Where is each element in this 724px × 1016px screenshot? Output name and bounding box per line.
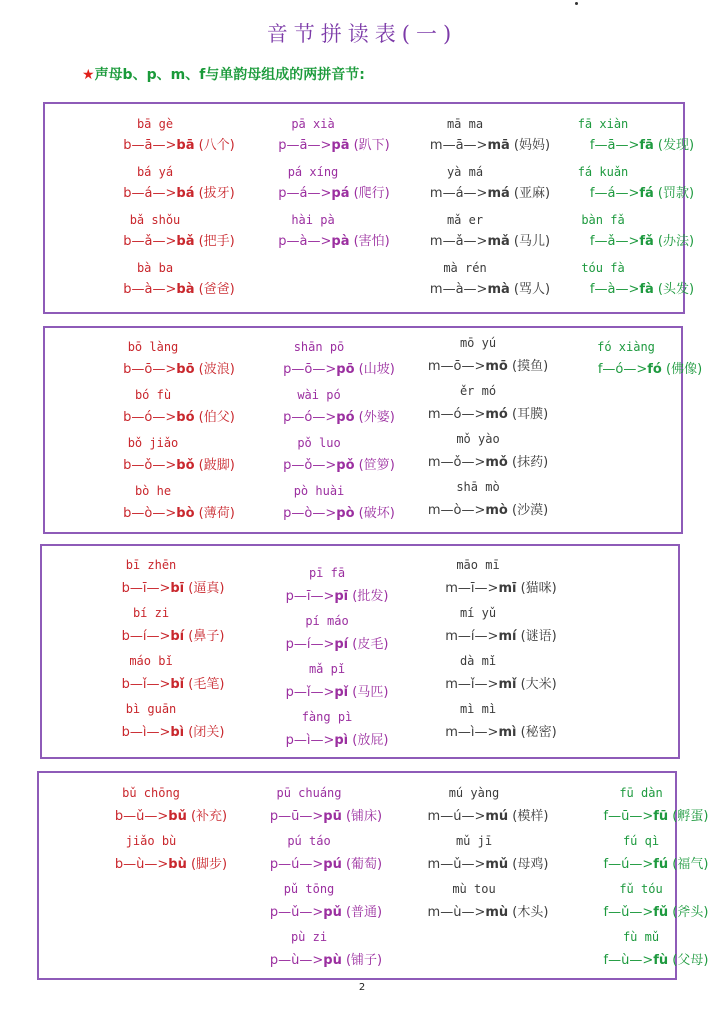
spelling-sequence: p—à—> bbox=[278, 234, 332, 249]
syllable: bá bbox=[176, 186, 195, 201]
spelling-line bbox=[283, 362, 395, 378]
table-box-4 bbox=[37, 771, 677, 980]
example-word: (谜语) bbox=[516, 629, 557, 644]
spelling-line bbox=[270, 857, 382, 873]
pinyin-label: pá xíng bbox=[287, 165, 339, 179]
example-word: (猫咪) bbox=[516, 581, 557, 596]
example-word: (害怕) bbox=[349, 234, 390, 249]
spelling-sequence: m—à—> bbox=[429, 282, 488, 297]
example-word: (山坡) bbox=[354, 362, 395, 377]
syllable: mì bbox=[498, 725, 517, 740]
spelling-line bbox=[270, 905, 382, 921]
spelling-line bbox=[428, 407, 548, 423]
syllable: pǒ bbox=[336, 458, 355, 473]
pinyin-label: tóu fà bbox=[581, 261, 625, 275]
spelling-sequence: p—í—> bbox=[285, 637, 335, 652]
syllable: fú bbox=[653, 857, 669, 872]
pinyin-label: fù mǔ bbox=[622, 930, 660, 944]
spelling-line bbox=[123, 186, 234, 202]
example-word: (骂人) bbox=[509, 282, 551, 297]
syllable: bī bbox=[170, 581, 185, 596]
spelling-sequence: p—ò—> bbox=[283, 506, 337, 521]
example-word: (铺子) bbox=[341, 953, 383, 968]
syllable: bǐ bbox=[170, 677, 185, 692]
spelling-sequence: m—ò—> bbox=[427, 503, 486, 518]
spelling-line bbox=[123, 506, 235, 522]
pinyin-label: yà má bbox=[446, 165, 484, 179]
example-word: (外婆) bbox=[354, 410, 395, 425]
spelling-line bbox=[123, 458, 235, 474]
spelling-sequence: b—ò—> bbox=[123, 506, 177, 521]
corner-mark bbox=[575, 2, 578, 5]
spelling-line bbox=[604, 857, 709, 873]
pinyin-label: bǔ chōng bbox=[122, 786, 180, 800]
spelling-sequence: b—ā—> bbox=[123, 138, 177, 153]
pinyin-label: pū chuáng bbox=[276, 786, 342, 800]
spelling-sequence: b—á—> bbox=[123, 186, 177, 201]
spelling-sequence: m—ō—> bbox=[427, 359, 486, 374]
spelling-line bbox=[286, 589, 389, 605]
syllable: pì bbox=[334, 733, 349, 748]
spelling-line bbox=[123, 362, 235, 378]
spelling-sequence: b—ì—> bbox=[121, 725, 171, 740]
spelling-line bbox=[430, 282, 550, 298]
example-word: (鼻子) bbox=[184, 629, 225, 644]
spelling-sequence: b—ǒ—> bbox=[123, 458, 177, 473]
spelling-sequence: m—ó—> bbox=[427, 407, 486, 422]
spelling-line bbox=[445, 677, 556, 693]
pinyin-label: bō làng bbox=[127, 340, 179, 354]
syllable: bí bbox=[170, 629, 185, 644]
spelling-line bbox=[598, 362, 702, 378]
example-word: (亚麻) bbox=[509, 186, 551, 201]
pinyin-label: fū dàn bbox=[619, 786, 663, 800]
pinyin-label: dà mǐ bbox=[459, 654, 497, 668]
spelling-line bbox=[430, 138, 550, 154]
example-word: (拔牙) bbox=[194, 186, 235, 201]
syllable: pū bbox=[323, 809, 342, 824]
spelling-sequence: p—ì—> bbox=[285, 733, 335, 748]
spelling-line bbox=[122, 677, 225, 693]
example-word: (爬行) bbox=[349, 186, 390, 201]
spelling-line bbox=[604, 809, 709, 825]
spelling-sequence: f—à—> bbox=[589, 282, 640, 297]
syllable: pò bbox=[336, 506, 355, 521]
pinyin-label: mā ma bbox=[446, 117, 484, 131]
syllable: mò bbox=[485, 503, 508, 518]
example-word: (马儿) bbox=[509, 234, 551, 249]
syllable: pù bbox=[323, 953, 342, 968]
syllable: pǔ bbox=[323, 905, 342, 920]
spelling-line bbox=[115, 857, 227, 873]
spelling-line bbox=[428, 503, 548, 519]
example-word: (耳膜) bbox=[507, 407, 549, 422]
example-word: (模样) bbox=[508, 809, 549, 824]
example-word: (福气) bbox=[668, 857, 709, 872]
spelling-sequence: p—ó—> bbox=[283, 410, 337, 425]
syllable: pī bbox=[334, 589, 349, 604]
spelling-line bbox=[122, 581, 225, 597]
pinyin-label: mǎ er bbox=[446, 213, 484, 227]
spelling-line bbox=[430, 234, 550, 250]
example-word: (批发) bbox=[348, 589, 389, 604]
spelling-sequence: m—ǔ—> bbox=[427, 857, 486, 872]
syllable: pō bbox=[336, 362, 355, 377]
pinyin-label: pā xià bbox=[291, 117, 335, 131]
spelling-sequence: m—ǎ—> bbox=[429, 234, 488, 249]
syllable: bà bbox=[176, 282, 195, 297]
example-word: (马匹) bbox=[348, 685, 389, 700]
example-word: (孵蛋) bbox=[668, 809, 709, 824]
example-word: (笸箩) bbox=[354, 458, 395, 473]
spelling-sequence: f—ū—> bbox=[603, 809, 654, 824]
example-word: (薄荷) bbox=[194, 506, 235, 521]
example-word: (斧头) bbox=[668, 905, 709, 920]
syllable: pá bbox=[331, 186, 350, 201]
example-word: (妈妈) bbox=[509, 138, 551, 153]
pinyin-label: bá yá bbox=[136, 165, 174, 179]
spelling-sequence: m—ǒ—> bbox=[427, 455, 486, 470]
spelling-line bbox=[428, 359, 548, 375]
spelling-sequence: p—ú—> bbox=[269, 857, 324, 872]
pinyin-label: ěr mó bbox=[459, 384, 497, 398]
spelling-line bbox=[123, 282, 234, 298]
example-word: (皮毛) bbox=[348, 637, 389, 652]
spelling-line bbox=[430, 186, 550, 202]
spelling-sequence: m—ì—> bbox=[445, 725, 499, 740]
spelling-sequence: f—ǔ—> bbox=[603, 905, 654, 920]
pinyin-label: pī fā bbox=[308, 566, 346, 580]
spelling-line bbox=[278, 234, 389, 250]
spelling-line bbox=[604, 905, 709, 921]
spelling-line bbox=[590, 282, 694, 298]
example-word: (波浪) bbox=[194, 362, 235, 377]
example-word: (伯父) bbox=[194, 410, 235, 425]
syllable: mí bbox=[498, 629, 517, 644]
pinyin-label: pú táo bbox=[287, 834, 331, 848]
syllable: pā bbox=[331, 138, 350, 153]
spelling-sequence: m—á—> bbox=[429, 186, 488, 201]
spelling-sequence: b—ù—> bbox=[114, 857, 169, 872]
pinyin-label: mǎ pǐ bbox=[308, 662, 346, 676]
syllable: mó bbox=[485, 407, 508, 422]
spelling-sequence: b—ǎ—> bbox=[123, 234, 177, 249]
example-word: (父母) bbox=[668, 953, 709, 968]
syllable: mǎ bbox=[487, 234, 510, 249]
spelling-sequence: f—ā—> bbox=[589, 138, 640, 153]
example-word: (普通) bbox=[341, 905, 383, 920]
pinyin-label: mǒ yào bbox=[456, 432, 500, 446]
spelling-sequence: m—ù—> bbox=[427, 905, 486, 920]
pinyin-label: pǔ tōng bbox=[283, 882, 335, 896]
syllable: mǐ bbox=[498, 677, 517, 692]
example-word: (秘密) bbox=[516, 725, 557, 740]
syllable: má bbox=[487, 186, 510, 201]
spelling-sequence: p—ō—> bbox=[283, 362, 337, 377]
syllable: mā bbox=[487, 138, 510, 153]
syllable: bù bbox=[168, 857, 187, 872]
syllable: pí bbox=[334, 637, 349, 652]
pinyin-label: pǒ luo bbox=[297, 436, 341, 450]
pinyin-label: pí máo bbox=[305, 614, 349, 628]
syllable: mī bbox=[498, 581, 517, 596]
syllable: pó bbox=[336, 410, 355, 425]
pinyin-label: bǒ jiǎo bbox=[127, 436, 179, 450]
syllable: mǒ bbox=[485, 455, 508, 470]
syllable: fù bbox=[653, 953, 669, 968]
syllable: bō bbox=[176, 362, 195, 377]
pinyin-label: fā xiàn bbox=[577, 117, 629, 131]
page-title: 音节拼读表(一) bbox=[266, 22, 458, 46]
spelling-sequence: b—ǐ—> bbox=[121, 677, 171, 692]
syllable: fǎ bbox=[639, 234, 654, 249]
table-box-2 bbox=[43, 326, 683, 534]
example-word: (八个) bbox=[194, 138, 235, 153]
syllable: bì bbox=[170, 725, 185, 740]
pinyin-label: bà ba bbox=[136, 261, 174, 275]
spelling-sequence: f—ù—> bbox=[603, 953, 654, 968]
syllable: fá bbox=[639, 186, 654, 201]
example-word: (办法) bbox=[653, 234, 695, 249]
spelling-line bbox=[278, 138, 389, 154]
pinyin-label: máo bǐ bbox=[129, 654, 173, 668]
syllable: fā bbox=[639, 138, 654, 153]
section-subtitle bbox=[82, 64, 365, 84]
pinyin-label: bò he bbox=[134, 484, 172, 498]
syllable: bā bbox=[176, 138, 195, 153]
example-word: (发现) bbox=[653, 138, 695, 153]
example-word: (破坏) bbox=[354, 506, 395, 521]
example-word: (抹药) bbox=[507, 455, 549, 470]
spelling-line bbox=[428, 455, 548, 471]
syllable: pǐ bbox=[334, 685, 349, 700]
pinyin-label: bǎ shǒu bbox=[129, 213, 181, 227]
syllable: mà bbox=[487, 282, 510, 297]
syllable: bó bbox=[176, 410, 195, 425]
syllable: bǒ bbox=[176, 458, 195, 473]
pinyin-label: mí yǔ bbox=[459, 606, 497, 620]
syllable: mú bbox=[485, 809, 509, 824]
spelling-line bbox=[286, 637, 389, 653]
pinyin-label: mō yú bbox=[459, 336, 497, 350]
example-word: (趴下) bbox=[349, 138, 390, 153]
syllable: mǔ bbox=[485, 857, 509, 872]
syllable: bǎ bbox=[176, 234, 195, 249]
spelling-sequence: m—ī—> bbox=[445, 581, 499, 596]
spelling-line bbox=[590, 186, 694, 202]
example-word: (跛脚) bbox=[194, 458, 235, 473]
spelling-sequence: p—ā—> bbox=[278, 138, 332, 153]
example-word: (木头) bbox=[508, 905, 549, 920]
syllable: fà bbox=[639, 282, 654, 297]
syllable: bǔ bbox=[168, 809, 187, 824]
pinyin-label: pò huài bbox=[293, 484, 345, 498]
spelling-sequence: b—ī—> bbox=[121, 581, 171, 596]
example-word: (脚步) bbox=[186, 857, 228, 872]
spelling-line bbox=[445, 629, 556, 645]
pinyin-label: fá kuǎn bbox=[577, 165, 629, 179]
spelling-sequence: m—í—> bbox=[445, 629, 499, 644]
spelling-sequence: p—ù—> bbox=[269, 953, 324, 968]
spelling-line bbox=[270, 953, 382, 969]
subtitle-text: 声母b、p、m、f与单韵母组成的两拼音节: bbox=[94, 67, 365, 83]
pinyin-label: fó xiàng bbox=[597, 340, 655, 354]
spelling-line bbox=[286, 685, 389, 701]
example-word: (爸爸) bbox=[194, 282, 235, 297]
spelling-line bbox=[286, 733, 389, 749]
example-word: (闭关) bbox=[184, 725, 225, 740]
pinyin-label: shā mò bbox=[456, 480, 500, 494]
spelling-line bbox=[283, 458, 395, 474]
example-word: (头发) bbox=[653, 282, 695, 297]
example-word: (沙漠) bbox=[507, 503, 549, 518]
pinyin-label: bàn fǎ bbox=[581, 213, 625, 227]
spelling-sequence: b—à—> bbox=[123, 282, 177, 297]
pinyin-label: wài pó bbox=[297, 388, 341, 402]
pinyin-label: mú yàng bbox=[448, 786, 500, 800]
pinyin-label: bī zhēn bbox=[125, 558, 177, 572]
example-word: (逼真) bbox=[184, 581, 225, 596]
spelling-line bbox=[270, 809, 382, 825]
spelling-sequence: f—ú—> bbox=[603, 857, 654, 872]
example-word: (大米) bbox=[516, 677, 557, 692]
pinyin-label: mǔ jī bbox=[455, 834, 493, 848]
example-word: (放屁) bbox=[348, 733, 389, 748]
spelling-line bbox=[428, 809, 549, 825]
spelling-line bbox=[283, 506, 395, 522]
spelling-line bbox=[283, 410, 395, 426]
spelling-sequence: b—ó—> bbox=[123, 410, 177, 425]
pinyin-label: bā gè bbox=[136, 117, 174, 131]
pinyin-label: hài pà bbox=[291, 213, 335, 227]
spelling-line bbox=[604, 953, 709, 969]
pinyin-label: bì guān bbox=[125, 702, 177, 716]
spelling-line bbox=[123, 410, 235, 426]
example-word: (铺床) bbox=[341, 809, 383, 824]
pinyin-label: pù zi bbox=[290, 930, 328, 944]
syllable: mù bbox=[485, 905, 509, 920]
spelling-line bbox=[123, 138, 234, 154]
spelling-line bbox=[278, 186, 389, 202]
spelling-sequence: p—ǔ—> bbox=[269, 905, 324, 920]
spelling-sequence: b—ǔ—> bbox=[114, 809, 169, 824]
spelling-sequence: m—ā—> bbox=[429, 138, 488, 153]
syllable: pà bbox=[331, 234, 350, 249]
spelling-sequence: b—ō—> bbox=[123, 362, 177, 377]
spelling-sequence: p—á—> bbox=[278, 186, 332, 201]
pinyin-label: fǔ tóu bbox=[619, 882, 663, 896]
pinyin-label: māo mī bbox=[456, 558, 500, 572]
pinyin-label: shān pō bbox=[293, 340, 345, 354]
spelling-sequence: p—ū—> bbox=[269, 809, 324, 824]
spelling-line bbox=[590, 234, 694, 250]
example-word: (摸鱼) bbox=[507, 359, 549, 374]
syllable: mō bbox=[485, 359, 508, 374]
syllable: bò bbox=[176, 506, 195, 521]
syllable: fū bbox=[653, 809, 669, 824]
spelling-line bbox=[122, 725, 225, 741]
spelling-sequence: p—ǒ—> bbox=[283, 458, 337, 473]
example-word: (毛笔) bbox=[184, 677, 225, 692]
example-word: (葡萄) bbox=[341, 857, 383, 872]
pinyin-label: mù tou bbox=[452, 882, 496, 896]
spelling-sequence: m—ú—> bbox=[427, 809, 486, 824]
example-word: (佛像) bbox=[661, 362, 703, 377]
pinyin-label: jiǎo bù bbox=[125, 834, 177, 848]
example-word: (罚款) bbox=[653, 186, 695, 201]
star-icon: ★ bbox=[82, 67, 95, 83]
spelling-sequence: m—ǐ—> bbox=[445, 677, 499, 692]
spelling-sequence: f—ó—> bbox=[597, 362, 648, 377]
example-word: (补充) bbox=[186, 809, 228, 824]
syllable: fǔ bbox=[653, 905, 669, 920]
spelling-sequence: p—ī—> bbox=[285, 589, 335, 604]
spelling-line bbox=[445, 581, 556, 597]
spelling-line bbox=[428, 857, 549, 873]
spelling-line bbox=[122, 629, 225, 645]
syllable: pú bbox=[323, 857, 342, 872]
spelling-sequence: f—ǎ—> bbox=[589, 234, 640, 249]
pinyin-label: bí zi bbox=[132, 606, 170, 620]
spelling-line bbox=[445, 725, 556, 741]
spelling-line bbox=[428, 905, 549, 921]
page-number: 2 bbox=[358, 982, 366, 993]
spelling-sequence: b—í—> bbox=[121, 629, 171, 644]
syllable: fó bbox=[647, 362, 662, 377]
pinyin-label: fú qì bbox=[622, 834, 660, 848]
spelling-line bbox=[123, 234, 234, 250]
example-word: (母鸡) bbox=[508, 857, 549, 872]
example-word: (把手) bbox=[194, 234, 235, 249]
pinyin-label: bó fù bbox=[134, 388, 172, 402]
spelling-sequence: f—á—> bbox=[589, 186, 640, 201]
spelling-line bbox=[115, 809, 227, 825]
spelling-sequence: p—ǐ—> bbox=[285, 685, 335, 700]
pinyin-label: fàng pì bbox=[301, 710, 353, 724]
spelling-line bbox=[590, 138, 694, 154]
pinyin-label: mà rén bbox=[443, 261, 487, 275]
pinyin-label: mì mì bbox=[459, 702, 497, 716]
